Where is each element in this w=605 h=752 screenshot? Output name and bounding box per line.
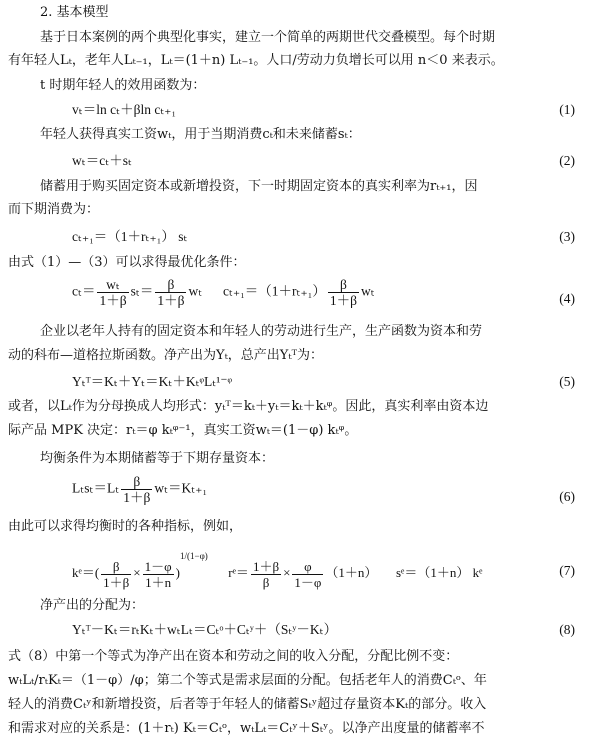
equation-4: cₜ＝ $\frac{\text{wₜ}}{1+\beta}$ sₜ＝ $\frac{\beta}{1+\beta}$ wₜ cₜ₊₁＝（1＋rₜ₊₁） $\frac{\beta}{1+\beta}$ wₜ [72, 277, 375, 308]
eq7-frac-b: $\frac{1-\varphi}{1+n}$ [144, 558, 172, 590]
equation-number: (1) [559, 102, 575, 117]
eq4-frac2: $\frac{\beta}{1+\beta}$ [157, 277, 185, 308]
equation-1: vₜ＝ln cₜ＋βln cₜ₊₁ [72, 102, 177, 117]
equation-8: Yₜᵀ－Kₜ＝rₜKₜ＋wₜLₜ＝Cₜᵒ＋Cₜʸ＋（Sₜʸ－Kₜ） [72, 622, 338, 637]
eq7-frac-d: $\frac{\varphi}{1-\varphi}$ [294, 558, 322, 590]
paragraph-line: 和需求对应的关系是：(1＋rₜ) Kₜ＝Cₜᵒ，wₜLₜ＝Cₜʸ＋Sₜʸ。以净产出度量的储蓄率不 [8, 721, 485, 736]
equation-number: (5) [559, 374, 575, 389]
paragraph-line: 基于日本案例的两个典型化事实，建立一个简单的两期世代交叠模型。每个时期 [40, 30, 496, 45]
eq4-ct1-lhs: cₜ₊₁＝（1＋rₜ₊₁） [222, 283, 326, 299]
paragraph-line: 而下期消费为： [8, 202, 100, 217]
paragraph-line: 企业以老年人持有的固定资本和年轻人的劳动进行生产，生产函数为资本和劳 [40, 324, 483, 339]
equation-7: kᵉ＝( $\frac{\beta}{1+\beta}$ × $\frac{1-\varphi}{1+n}$ )$^{1/(1-\varphi)}$ rᵉ＝ $\frac{1+\beta}{\beta}$ × $\frac{\varphi}{1-\varphi}$ （1＋n） sᵉ＝（1＋n） kᵉ [72, 551, 483, 590]
paragraph-line: 均衡条件为本期储蓄等于下期存量资本： [40, 451, 275, 466]
equation-number: (7) [559, 563, 575, 578]
paragraph-line: 式（8）中第一个等式为净产出在资本和劳动之间的收入分配，分配比例不变： [8, 649, 459, 664]
paragraph-line: t 时期年轻人的效用函数为： [40, 78, 206, 93]
equation-number: (6) [559, 489, 575, 504]
paragraph-line: 际产品 MPK 决定：rₜ＝φ kₜᵠ⁻¹，真实工资wₜ＝(1－φ) kₜᵠ。 [8, 423, 358, 438]
paragraph-line: 由式（1）—（3）可以求得最优化条件： [8, 255, 246, 270]
paragraph-line: 轻人的消费Cₜʸ和新增投资，后者等于年轻人的储蓄Sₜʸ超过存量资本Kₜ的部分。收入 [8, 697, 487, 712]
paragraph-line: 或者，以Lₜ作为分母换成人均形式：yₜᵀ＝kₜ＋yₜ＝kₜ＋kₜᵠ。因此，真实利率由资本边 [8, 399, 489, 414]
eq4-frac1: $\frac{\text{wₜ}}{1+\beta}$ [99, 277, 127, 308]
section-heading: 2. 基本模型 [40, 5, 109, 20]
paragraph-line: wₜLₜ/rₜKₜ＝（1－φ）/φ；第二个等式是需求层面的分配。包括老年人的消费Cₜᵒ、年 [8, 673, 487, 688]
equation-number: (8) [559, 622, 575, 637]
equation-number: (2) [559, 153, 575, 168]
eq4-frac3: $\frac{\beta}{1+\beta}$ [329, 277, 357, 308]
eq4-ct-lhs: cₜ＝ [72, 283, 96, 299]
equation-6: Lₜsₜ＝Lₜ $\frac{\beta}{1+\beta}$ wₜ＝Kₜ₊₁ [72, 474, 208, 505]
eq7-frac-a: $\frac{\beta}{1+\beta}$ [103, 558, 130, 590]
equation-5: Yₜᵀ＝Kₜ＋Yₜ＝Kₜ＋KₜᵠLₜ¹⁻ᵠ [72, 374, 232, 389]
eq7-exponent: 1/(1−φ) [180, 551, 208, 561]
equation-3: cₜ₊₁＝（1＋rₜ₊₁） sₜ [72, 229, 188, 244]
eq7-frac-c: $\frac{1+\beta}{\beta}$ [252, 558, 280, 590]
paragraph-line: 净产出的分配为： [40, 598, 145, 613]
eq6-frac: $\frac{\beta}{1+\beta}$ [123, 474, 151, 505]
paragraph-line: 动的科布—道格拉斯函数。净产出为Yₜ，总产出Yₜᵀ为： [8, 348, 324, 363]
paragraph-line: 由此可以求得均衡时的各种指标，例如， [8, 519, 243, 534]
equation-number: (4) [559, 291, 575, 306]
paragraph-line: 年轻人获得真实工资wₜ，用于当期消费cₜ和未来储蓄sₜ： [40, 127, 361, 142]
paragraph-line: 有年轻人Lₜ，老年人Lₜ₋₁，Lₜ＝(1＋n) Lₜ₋₁。人口/劳动力负增长可以用 n＜0 来表示。 [8, 53, 504, 68]
equation-2: wₜ＝cₜ＋sₜ [72, 153, 132, 168]
paragraph-line: 储蓄用于购买固定资本或新增投资，下一时期固定资本的真实利率为rₜ₊₁，因 [40, 179, 478, 194]
equation-number: (3) [559, 229, 575, 244]
